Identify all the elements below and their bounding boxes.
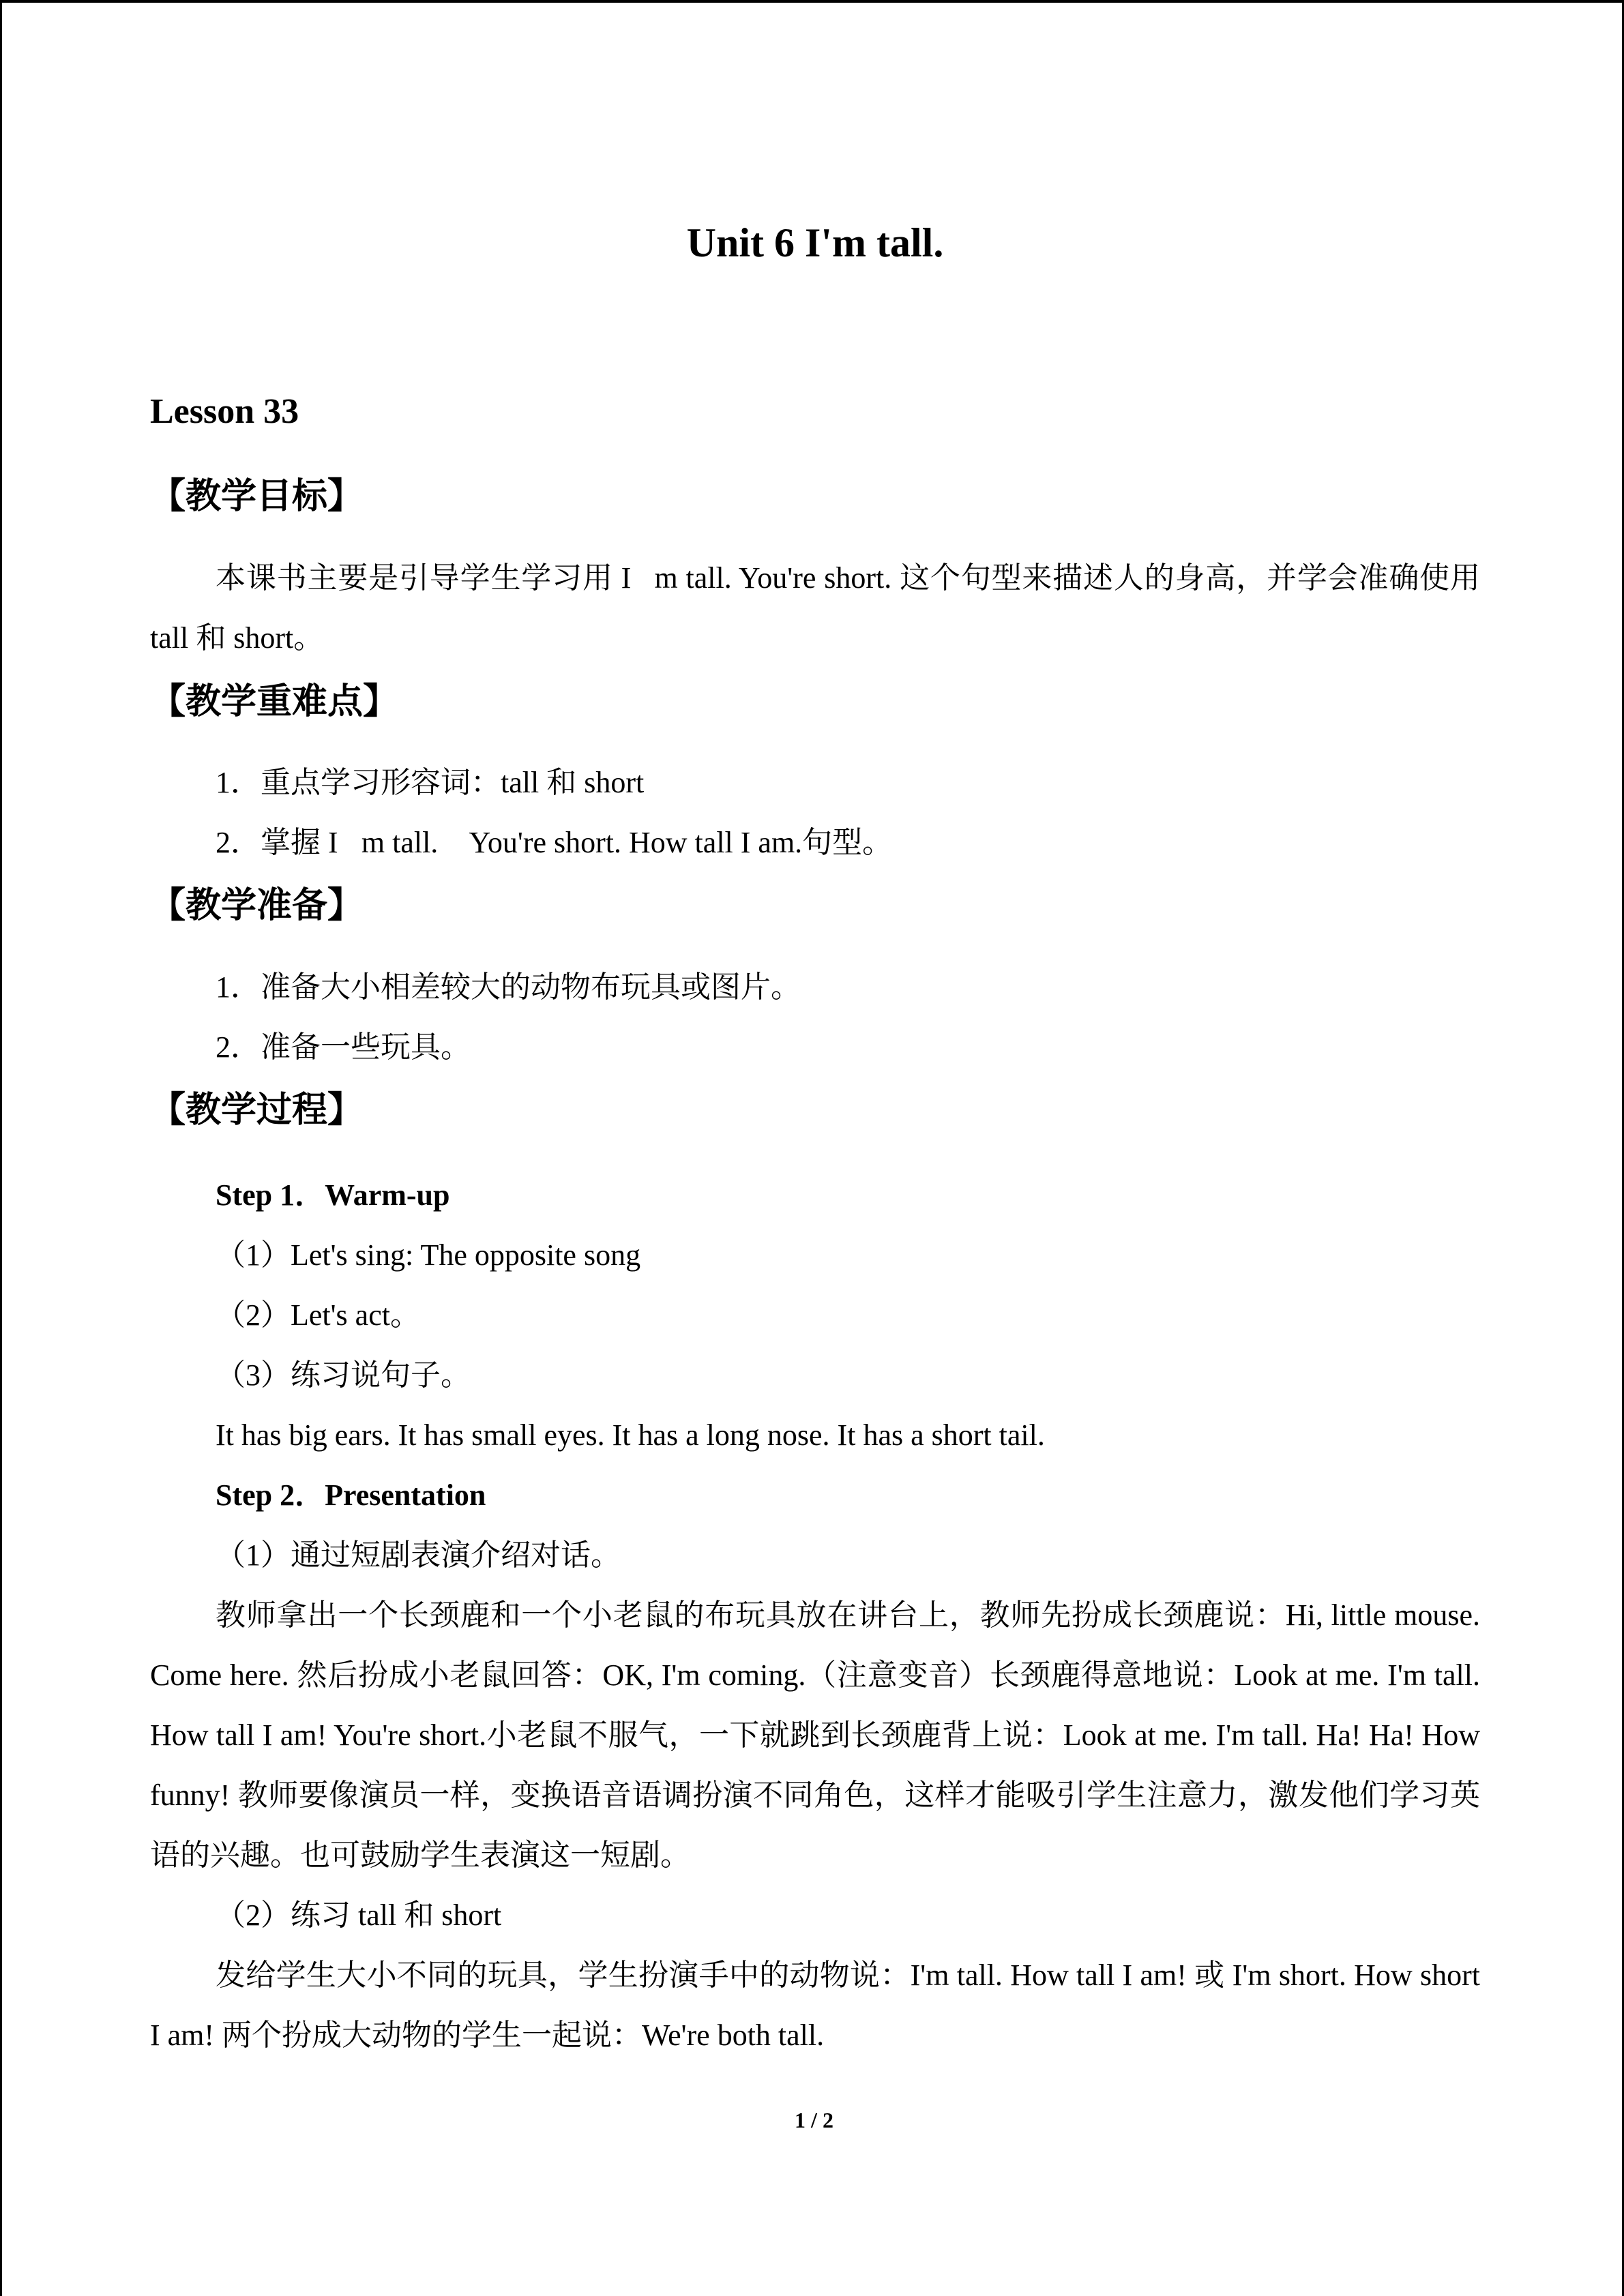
step-2-paragraph-2: 发给学生大小不同的玩具，学生扮演手中的动物说：I'm tall. How tall I am! 或 I'm short. How short I am! 两个扮成大动物的学生一起说：We're both tall. [150, 1958, 1480, 2052]
section-heading-key-points: 【教学重难点】 [150, 683, 399, 721]
lesson-label: Lesson 33 [150, 392, 299, 431]
section-heading-objectives: 【教学目标】 [150, 477, 364, 516]
step-2-item-2: （2）练习 tall 和 short [216, 1898, 502, 1932]
preparation-item-1: 1．准备大小相差较大的动物布玩具或图片。 [216, 970, 801, 1004]
preparation-item-2: 2．准备一些玩具。 [216, 1030, 471, 1064]
page-number: 1 / 2 [795, 2108, 833, 2132]
step-2-item-1: （1）通过短剧表演介绍对话。 [216, 1538, 621, 1572]
key-point-item-1: 1．重点学习形容词：tall 和 short [216, 766, 645, 799]
step-2-title: Step 2．Presentation [216, 1478, 486, 1512]
step-1-item-3: （3）练习说句子。 [216, 1358, 471, 1392]
step-1-sentence: It has big ears. It has small eyes. It has a long nose. It has a short tail. [216, 1418, 1045, 1452]
section-heading-preparation: 【教学准备】 [150, 886, 364, 925]
section-heading-process: 【教学过程】 [150, 1091, 364, 1130]
step-1-item-1: （1）Let's sing: The opposite song [216, 1238, 641, 1272]
objectives-paragraph: 本课书主要是引导学生学习用 I m tall. You're short. 这个句型来描述人的身高，并学会准确使用 tall 和 short。 [150, 561, 1480, 655]
key-point-item-2: 2．掌握 I m tall.  You're short. How tall I am.句型。 [216, 826, 893, 859]
step-1-item-2: （2）Let's act。 [216, 1298, 420, 1332]
step-1-title: Step 1．Warm-up [216, 1178, 450, 1212]
step-2-paragraph-1: 教师拿出一个长颈鹿和一个小老鼠的布玩具放在讲台上，教师先扮成长颈鹿说：Hi, little mouse. Come here. 然后扮成小老鼠回答：OK, I'm coming.（注意变音）长颈鹿得意地说：Look at me. I'm tall. How tall I am! You're short.小老鼠不服气，一下就跳到长颈鹿背上说：Look at me. I'm tall. Ha! Ha! How funny! 教师要像演员一样，变换语音语调扮演不同角色，这样才能吸引学生注意力，激发他们学习英语的兴趣。也可鼓励学生表演这一短剧。 [150, 1598, 1480, 1872]
document-title: Unit 6 I'm tall. [686, 220, 944, 265]
